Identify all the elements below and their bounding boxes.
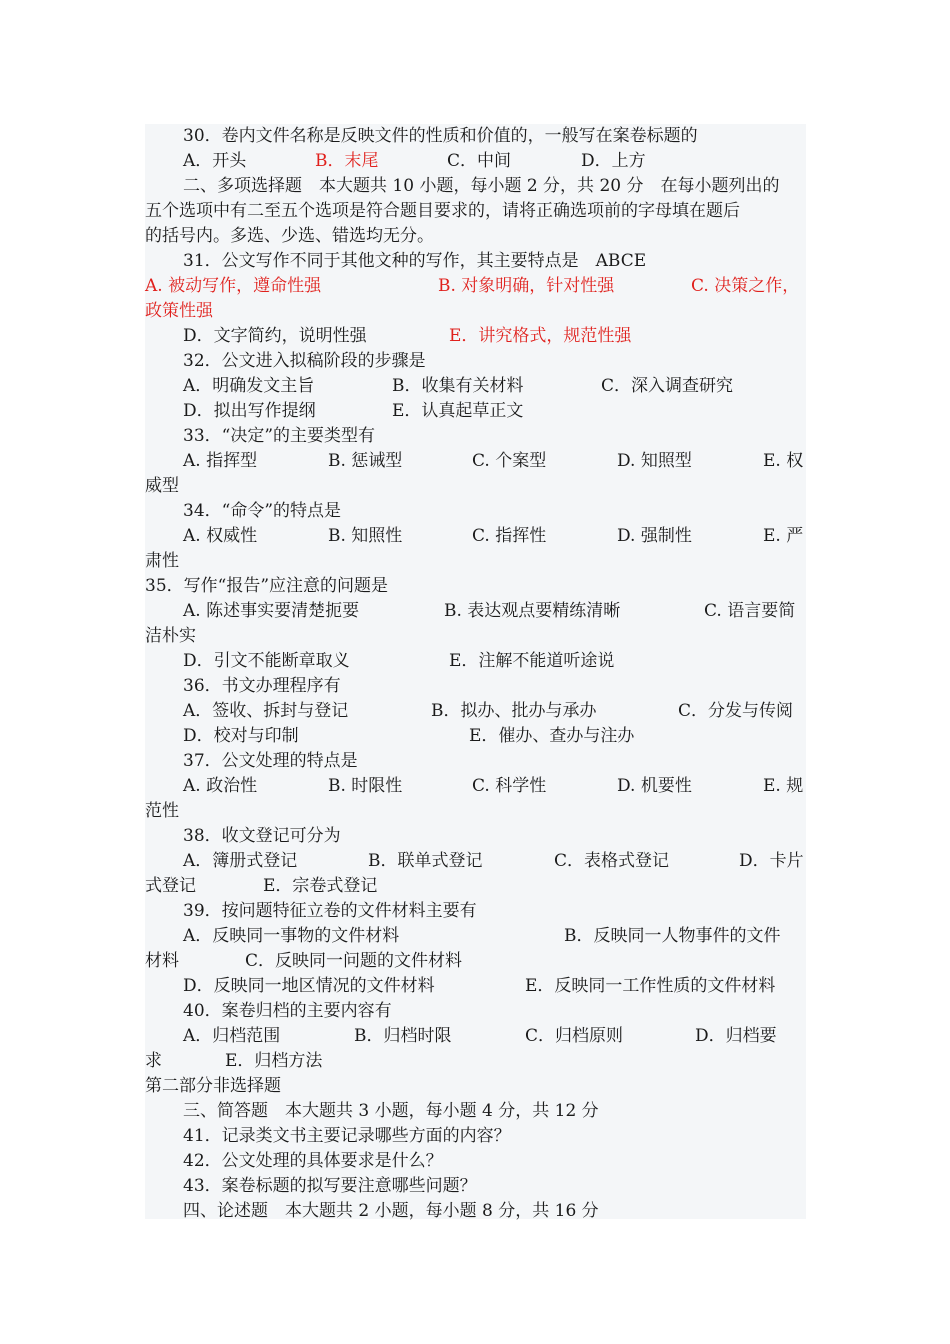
question-36-options-b: D．校对与印制 E．催办、查办与注办 (183, 726, 635, 746)
option-e-answer: E．讲究格式，规范性强 (449, 326, 632, 346)
exam-page (145, 124, 806, 1219)
question-35-options-b: D．引文不能断章取义 E．注解不能道听途说 (183, 651, 615, 671)
option-a-answer: A. 被动写作，遵命性强 (145, 276, 322, 296)
option-d: D．文字简约，说明性强 (183, 326, 367, 346)
question-35: 35．写作“报告”应注意的问题是 (145, 576, 389, 596)
question-39: 39．按问题特征立卷的文件材料主要有 (183, 901, 477, 921)
part-2-heading: 第二部分非选择题 (145, 1076, 281, 1096)
question-33-options: A. 指挥型 B. 惩诫型 C. 个案型 D. 知照型 E. 权 (183, 451, 804, 471)
question-38-options: A．簿册式登记 B．联单式登记 C．表格式登记 D．卡片 (183, 851, 804, 871)
question-31-wrap: 政策性强 (145, 301, 213, 321)
question-32-options-b: D．拟出写作提纲 E．认真起草正文 (183, 401, 524, 421)
question-38: 38．收文登记可分为 (183, 826, 341, 846)
question-33: 33．“决定”的主要类型有 (183, 426, 376, 446)
option-b-answer: B．末尾 (315, 151, 379, 171)
section-4-heading: 四、论述题 本大题共 2 小题，每小题 8 分，共 16 分 (183, 1201, 599, 1221)
question-30 (145, 124, 806, 148)
option-b-answer: B. 对象明确，针对性强 (438, 276, 615, 296)
question-37-options: A. 政治性 B. 时限性 C. 科学性 D. 机要性 E. 规 (183, 776, 804, 796)
question-37-wrap: 范性 (145, 801, 179, 821)
question-31-options-a (145, 274, 806, 298)
option-d: D．上方 (581, 151, 646, 171)
question-40-wrap: 求 E．归档方法 (145, 1051, 323, 1071)
question-35-wrap: 洁朴实 (145, 626, 196, 646)
question-37: 37．公文处理的特点是 (183, 751, 358, 771)
question-30-options (145, 149, 806, 173)
section-2-instructions-end: 的括号内。多选、少选、错选均无分。 (145, 226, 434, 246)
option-a: A．开头 (183, 151, 247, 171)
option-c: C．中间 (447, 151, 512, 171)
question-42: 42．公文处理的具体要求是什么？ (183, 1151, 443, 1171)
question-36: 36．书文办理程序有 (183, 676, 341, 696)
question-34-wrap: 肃性 (145, 551, 179, 571)
question-39-wrap: 材料 C．反映同一问题的文件材料 (145, 951, 463, 971)
question-33-wrap: 威型 (145, 476, 179, 496)
question-35-options-a: A. 陈述事实要清楚扼要 B. 表达观点要精练清晰 C. 语言要简 (183, 601, 796, 621)
question-32-options-a: A．明确发文主旨 B．收集有关材料 C．深入调查研究 (183, 376, 734, 396)
question-34-options: A. 权威性 B. 知照性 C. 指挥性 D. 强制性 E. 严 (183, 526, 804, 546)
section-2-instructions: 五个选项中有二至五个选项是符合题目要求的，请将正确选项前的字母填在题后 (145, 201, 740, 221)
question-39-options-a: A．反映同一事物的文件材料 B．反映同一人物事件的文件 (183, 926, 781, 946)
question-36-options-a: A．签收、拆封与登记 B．拟办、批办与承办 C．分发与传阅 (183, 701, 794, 721)
question-text: 30．卷内文件名称是反映文件的性质和价值的，一般写在案卷标题的 (183, 126, 698, 146)
question-31: 31．公文写作不同于其他文种的写作，其主要特点是 ABCE (183, 251, 647, 271)
section-3-heading: 三、简答题 本大题共 3 小题，每小题 4 分，共 12 分 (183, 1101, 599, 1121)
question-31-options-b (145, 324, 806, 348)
question-38-wrap: 式登记 E．宗卷式登记 (145, 876, 378, 896)
question-40: 40．案卷归档的主要内容有 (183, 1001, 392, 1021)
question-34: 34．“命令”的特点是 (183, 501, 342, 521)
question-32: 32．公文进入拟稿阶段的步骤是 (183, 351, 426, 371)
question-41: 41．记录类文书主要记录哪些方面的内容？ (183, 1126, 511, 1146)
question-43: 43．案卷标题的拟写要注意哪些问题？ (183, 1176, 477, 1196)
question-39-options-b: D．反映同一地区情况的文件材料 E．反映同一工作性质的文件材料 (183, 976, 776, 996)
section-2-heading: 二、多项选择题 本大题共 10 小题，每小题 2 分，共 20 分 在每小题列出的 (183, 176, 780, 196)
option-c-answer: C. 决策之作， (691, 276, 800, 296)
question-40-options: A．归档范围 B．归档时限 C．归档原则 D．归档要 (183, 1026, 777, 1046)
